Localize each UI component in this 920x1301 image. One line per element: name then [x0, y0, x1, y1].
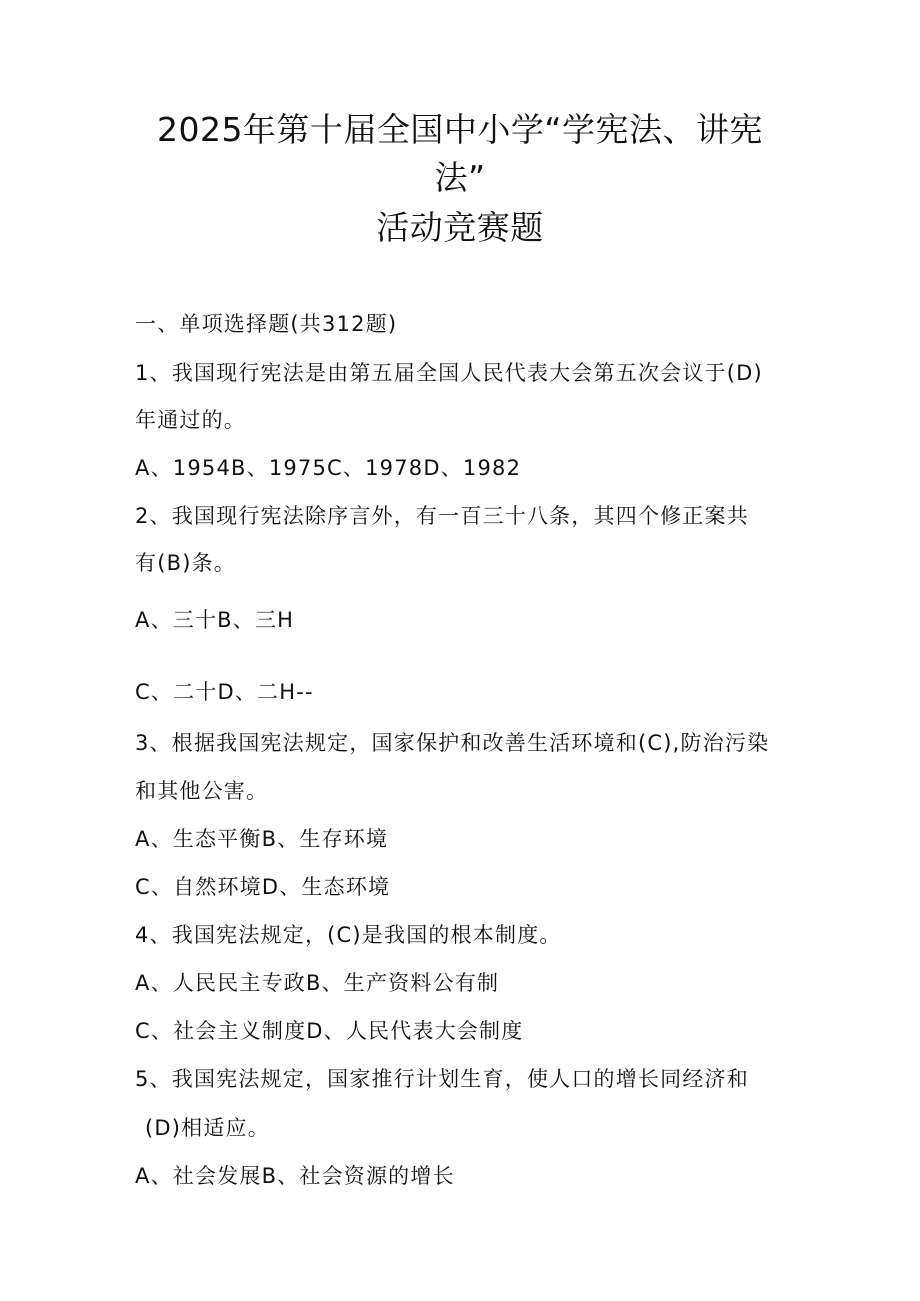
question-3-line-2: 和其他公害。 — [135, 779, 269, 803]
question-2-line-2: 有(B)条。 — [135, 551, 236, 575]
question-3-line-1: 3、根据我国宪法规定，国家保护和改善生活环境和(C),防治污染 — [135, 731, 770, 755]
question-3-options-ab: A、生态平衡B、生存环境 — [135, 827, 389, 851]
question-2-options-cd: C、二十D、二H-- — [135, 680, 314, 704]
question-3-options-cd: C、自然环境D、生态环境 — [135, 875, 391, 899]
question-4-line-1: 4、我国宪法规定，(C)是我国的根本制度。 — [135, 923, 562, 947]
question-5-options-ab: A、社会发展B、社会资源的增长 — [135, 1164, 455, 1188]
document-title-line-2: 法” — [434, 158, 486, 197]
question-2-options-ab: A、三十B、三H — [135, 608, 295, 632]
question-4-options-cd: C、社会主义制度D、人民代表大会制度 — [135, 1019, 524, 1043]
question-5-line-2: (D)相适应。 — [145, 1116, 270, 1140]
question-4-options-ab: A、人民民主专政B、生产资料公有制 — [135, 971, 500, 995]
question-1-line-2: 年通过的。 — [135, 408, 246, 432]
question-1-line-1: 1、我国现行宪法是由第五届全国人民代表大会第五次会议于(D) — [135, 361, 763, 385]
question-2-line-1: 2、我国现行宪法除序言外，有一百三十八条，其四个修正案共 — [135, 504, 749, 528]
question-1-options: A、1954B、1975C、1978D、1982 — [135, 456, 522, 480]
question-5-line-1: 5、我国宪法规定，国家推行计划生育，使人口的增长同经济和 — [135, 1067, 749, 1091]
section-heading: 一、单项选择题(共312题) — [135, 312, 398, 336]
document-title-line-3: 活动竞赛题 — [376, 208, 544, 247]
document-title-line-1: 2025年第十届全国中小学“学宪法、讲宪 — [156, 110, 764, 149]
